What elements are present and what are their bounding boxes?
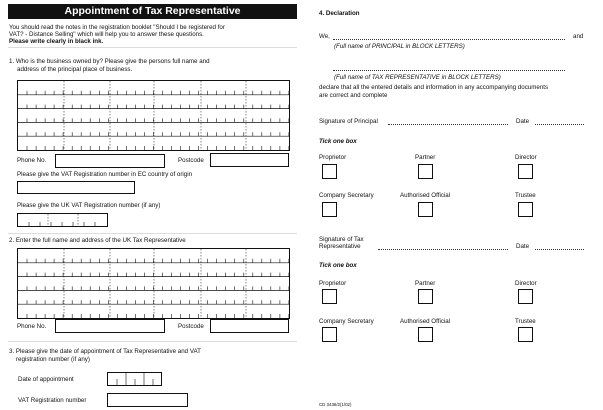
vat-uk-cells [18, 214, 107, 226]
company-secretary-checkbox-2[interactable] [322, 327, 337, 342]
trustee-checkbox[interactable] [518, 202, 533, 217]
trustee-checkbox-2[interactable] [518, 327, 533, 342]
intro-line-1: You should read the notes in the registration booklet "Should I be registered for [9, 24, 225, 31]
q3-line-2: registration number (if any) [16, 356, 90, 363]
rep-postcode-input[interactable] [210, 319, 289, 333]
tick-one-label: Tick one box [319, 262, 357, 269]
tick-one-label: Tick one box [319, 138, 357, 145]
option-company-secretary-label: Company Secretary [319, 192, 374, 199]
option-proprietor-label: Proprietor [319, 154, 347, 161]
signature-tax-label-2: Representative [319, 243, 361, 250]
signature-tax-label-1: Signature of Tax [319, 236, 364, 243]
option-director-label: Director [515, 154, 537, 161]
divider [8, 47, 297, 48]
phone-label: Phone No. [17, 157, 47, 164]
form-title: Appointment of Tax Representative [8, 4, 297, 19]
principal-name-line[interactable] [333, 39, 565, 40]
option-partner-label: Partner [415, 280, 436, 287]
vat-uk-label: Please give the UK VAT Registration number (if any) [17, 202, 161, 209]
and-label: and [573, 33, 584, 40]
option-authorised-official-label: Authorised Official [400, 318, 451, 325]
authorised-official-checkbox-2[interactable] [418, 327, 433, 342]
date-label: Date [516, 243, 530, 250]
owner-postcode-input[interactable] [210, 153, 289, 167]
q1-line-2: address of the principal place of business. [17, 66, 133, 73]
intro-line-2: VAT? - Distance Selling" which will help you to answer these questions. [9, 31, 204, 38]
rep-signature-line[interactable] [378, 249, 508, 250]
vat-reg-input[interactable] [107, 393, 188, 407]
date-cells [108, 373, 161, 385]
principal-signature-line[interactable] [388, 124, 508, 125]
appointment-date-input[interactable] [107, 372, 162, 386]
form-code: CD 3436/2(1/02) [319, 402, 352, 407]
option-proprietor-label: Proprietor [319, 280, 347, 287]
principal-date-line[interactable] [535, 124, 584, 125]
q3-line-1: 3. Please give the date of appointment of Tax Representative and VAT [9, 348, 201, 355]
option-trustee-label: Trustee [515, 192, 536, 199]
option-director-label: Director [515, 280, 537, 287]
rep-address-grid[interactable] [17, 248, 290, 319]
divider [8, 233, 297, 234]
company-secretary-checkbox[interactable] [322, 202, 337, 217]
postcode-label: Postcode [178, 323, 204, 330]
proprietor-checkbox[interactable] [322, 164, 337, 179]
declare-line-1: declare that all the entered details and information in any accompanying documents [319, 84, 549, 91]
option-partner-label: Partner [415, 154, 436, 161]
proprietor-checkbox-2[interactable] [322, 289, 337, 304]
date-label: Date [516, 118, 530, 125]
owner-phone-input[interactable] [55, 154, 165, 168]
authorised-official-checkbox[interactable] [418, 202, 433, 217]
rep-name-line[interactable] [333, 70, 565, 71]
declaration-heading: 4. Declaration [319, 10, 360, 17]
owner-address-cells [18, 81, 289, 150]
intro-instruction: Please write clearly in black ink. [9, 38, 104, 45]
option-trustee-label: Trustee [515, 318, 536, 325]
vat-ec-input[interactable] [17, 181, 135, 194]
rep-hint: (Full name of TAX REPRESENTATIVE in BLOCK LETTERS) [334, 74, 501, 81]
divider [8, 341, 297, 342]
vat-reg-label: VAT Registration number [18, 397, 87, 404]
rep-phone-input[interactable] [55, 319, 165, 333]
we-label: We, [319, 33, 330, 40]
option-company-secretary-label: Company Secretary [319, 318, 374, 325]
date-label: Date of appointment [18, 376, 74, 383]
q1-line-1: 1. Who is the business owned by? Please give the persons full name and [9, 58, 210, 65]
postcode-label: Postcode [178, 157, 204, 164]
partner-checkbox-2[interactable] [418, 289, 433, 304]
declare-line-2: are correct and complete [319, 92, 388, 99]
vat-ec-label: Please give the VAT Registration number in EC country of origin [17, 171, 193, 178]
phone-label: Phone No. [17, 323, 47, 330]
signature-principal-label: Signature of Principal [319, 118, 378, 125]
rep-address-cells [18, 249, 289, 318]
director-checkbox-2[interactable] [518, 289, 533, 304]
option-authorised-official-label: Authorised Official [400, 192, 451, 199]
rep-date-line[interactable] [535, 249, 584, 250]
q2-label: 2. Enter the full name and address of the UK Tax Representative [9, 237, 186, 244]
partner-checkbox[interactable] [418, 164, 433, 179]
vat-uk-input[interactable] [17, 213, 108, 227]
owner-address-grid[interactable] [17, 80, 290, 151]
principal-hint: (Full name of PRINCIPAL in BLOCK LETTERS) [334, 43, 465, 50]
director-checkbox[interactable] [518, 164, 533, 179]
